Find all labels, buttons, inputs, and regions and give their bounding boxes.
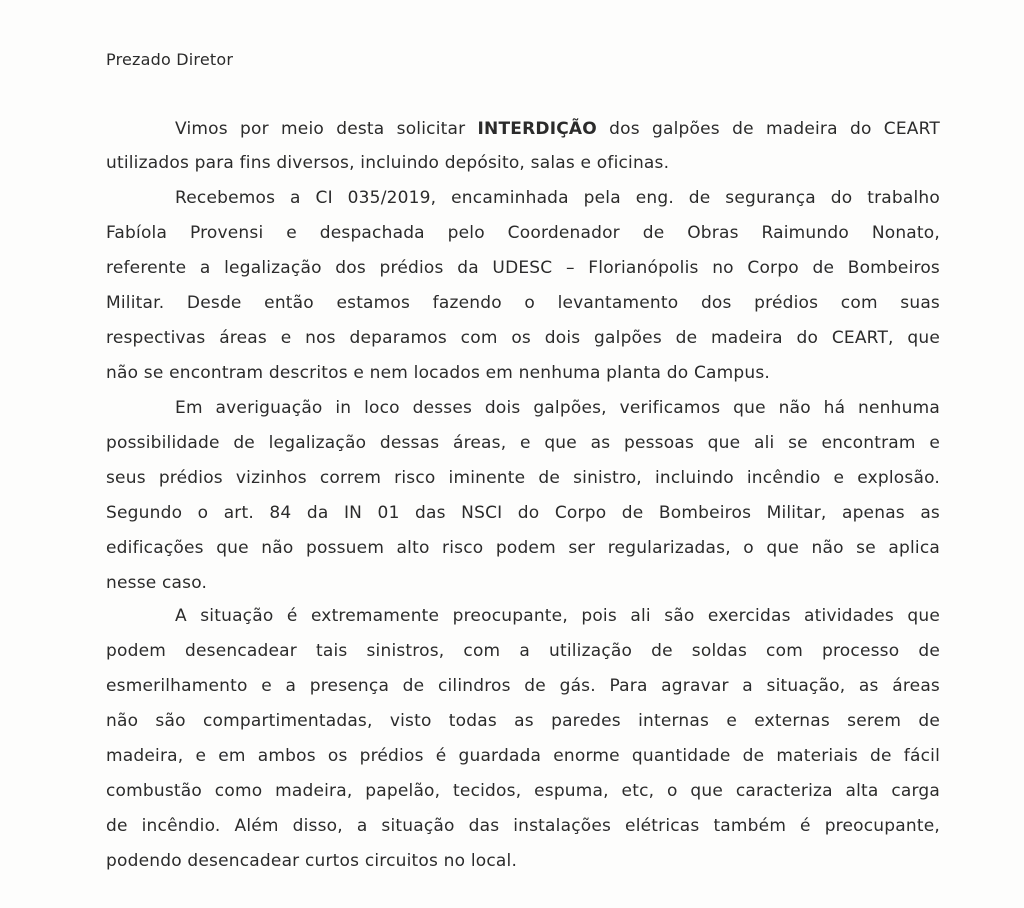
- paragraph-2-line-1: Recebemos a CI 035/2019, encaminhada pela eng. de segurança do trabalho: [175, 188, 940, 208]
- paragraph-2-line-4: Militar. Desde então estamos fazendo o levantamento dos prédios com suas: [106, 293, 940, 313]
- paragraph-3-line-1: Em averiguação in loco desses dois galpões, verificamos que não há nenhuma: [175, 398, 940, 418]
- p1-text-after: dos galpões de madeira do CEART: [596, 119, 940, 139]
- paragraph-4-line-1: A situação é extremamente preocupante, pois ali são exercidas atividades que: [175, 606, 940, 626]
- paragraph-4-line-3: esmerilhamento e a presença de cilindros de gás. Para agravar a situação, as áreas: [106, 676, 940, 696]
- paragraph-2-line-2: Fabíola Provensi e despachada pelo Coordenador de Obras Raimundo Nonato,: [106, 223, 940, 243]
- paragraph-4-line-5: madeira, e em ambos os prédios é guardada enorme quantidade de materiais de fácil: [106, 746, 940, 766]
- paragraph-2-line-5: respectivas áreas e nos deparamos com os dois galpões de madeira do CEART, que: [106, 328, 940, 348]
- paragraph-2-line-6: não se encontram descritos e nem locados em nenhuma planta do Campus.: [106, 363, 771, 383]
- p1-bold-interdicao: INTERDIÇÃO: [477, 119, 597, 139]
- paragraph-4-line-4: não são compartimentadas, visto todas as paredes internas e externas serem de: [106, 711, 940, 731]
- paragraph-4-line-7: de incêndio. Além disso, a situação das instalações elétricas também é preocupante,: [106, 816, 940, 836]
- paragraph-3-line-6: nesse caso.: [106, 573, 208, 593]
- paragraph-3-line-5: edificações que não possuem alto risco podem ser regularizadas, o que não se aplica: [106, 538, 940, 558]
- paragraph-3-line-3: seus prédios vizinhos correm risco iminente de sinistro, incluindo incêndio e explosão.: [106, 468, 940, 488]
- salutation: Prezado Diretor: [106, 50, 234, 69]
- paragraph-2-line-3: referente a legalização dos prédios da UDESC – Florianópolis no Corpo de Bombeiros: [106, 258, 940, 278]
- paragraph-3-line-2: possibilidade de legalização dessas áreas, e que as pessoas que ali se encontram e: [106, 433, 940, 453]
- paragraph-4-line-8: podendo desencadear curtos circuitos no local.: [106, 851, 518, 871]
- paragraph-4-line-6: combustão como madeira, papelão, tecidos, espuma, etc, o que caracteriza alta carga: [106, 781, 940, 801]
- paragraph-3-line-4: Segundo o art. 84 da IN 01 das NSCI do Corpo de Bombeiros Militar, apenas as: [106, 503, 940, 523]
- paragraph-1-line-2: utilizados para fins diversos, incluindo depósito, salas e oficinas.: [106, 153, 670, 173]
- paragraph-1-line-1: [175, 118, 940, 140]
- p1-text-before: Vimos por meio desta solicitar: [175, 119, 478, 139]
- paragraph-4-line-2: podem desencadear tais sinistros, com a utilização de soldas com processo de: [106, 641, 940, 661]
